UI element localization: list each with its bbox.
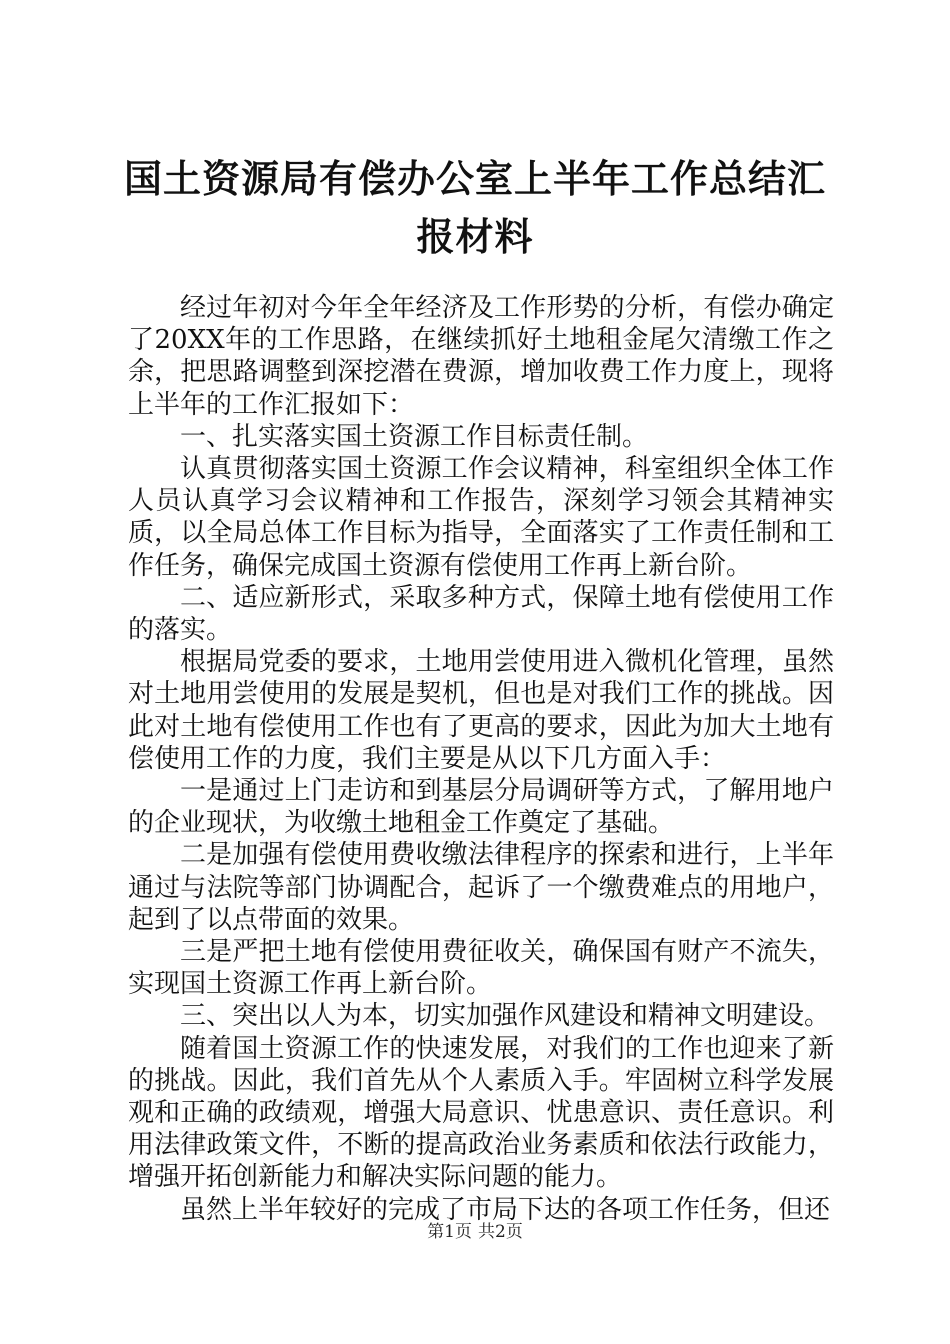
section-heading: 一、扎实落实国土资源工作目标责任制。 [180, 421, 649, 452]
page-total: 共2页 [478, 1222, 523, 1242]
paragraph: 三是严把土地有偿使用费征收关，确保国有财产不流失，实现国土资源工作再上新台阶。 [128, 937, 834, 1000]
paragraph: 随着国土资源工作的快速发展，对我们的工作也迎来了新的挑战。因此，我们首先从个人素质入手。牢固树立科学发展观和正确的政绩观，增强大局意识、忧患意识、责任意识。利用法律政策文件，不断的提高政治业务素质和依法行政能力，增强开拓创新能力和解决实际问题的能力。 [128, 1033, 834, 1193]
paragraph: 经过年初对今年全年经济及工作形势的分析，有偿办确定了20XX年的工作思路，在继续抓好土地租金尾欠清缴工作之余，把思路调整到深挖潜在费源，增加收费工作力度上，现将上半年的工作汇报如下： [128, 293, 834, 420]
paragraph: 根据局党委的要求，土地用尝使用进入微机化管理，虽然对土地用尝使用的发展是契机，但也是对我们工作的挑战。因此对土地有偿使用工作也有了更高的要求，因此为加大土地有偿使用工作的力度，我们主要是从以下几方面入手： [128, 647, 834, 774]
paragraph: 一是通过上门走访和到基层分局调研等方式，了解用地户的企业现状，为收缴土地租金工作奠定了基础。 [128, 776, 834, 839]
paragraph: 认真贯彻落实国土资源工作会议精神，科室组织全体工作人员认真学习会议精神和工作报告，深刻学习领会其精神实质，以全局总体工作目标为指导，全面落实了工作责任制和工作任务，确保完成国土资源有偿使用工作再上新台阶。 [128, 454, 834, 581]
document-title: 国土资源局有偿办公室上半年工作总结汇报材料 [123, 156, 826, 259]
document-body [128, 292, 834, 1226]
page-footer [0, 1217, 950, 1242]
section-heading: 三、突出以人为本，切实加强作风建设和精神文明建设。 [180, 1001, 831, 1032]
paragraph: 虽然上半年较好的完成了市局下达的各项工作任务，但还 [180, 1194, 831, 1225]
section-heading: 二、适应新形式，采取多种方式，保障土地有偿使用工作的落实。 [128, 582, 834, 646]
paragraph: 二是加强有偿使用费收缴法律程序的探索和进行，上半年通过与法院等部门协调配合，起诉了一个缴费难点的用地户，起到了以点带面的效果。 [128, 840, 834, 935]
page-number: 第1页 [427, 1222, 472, 1242]
